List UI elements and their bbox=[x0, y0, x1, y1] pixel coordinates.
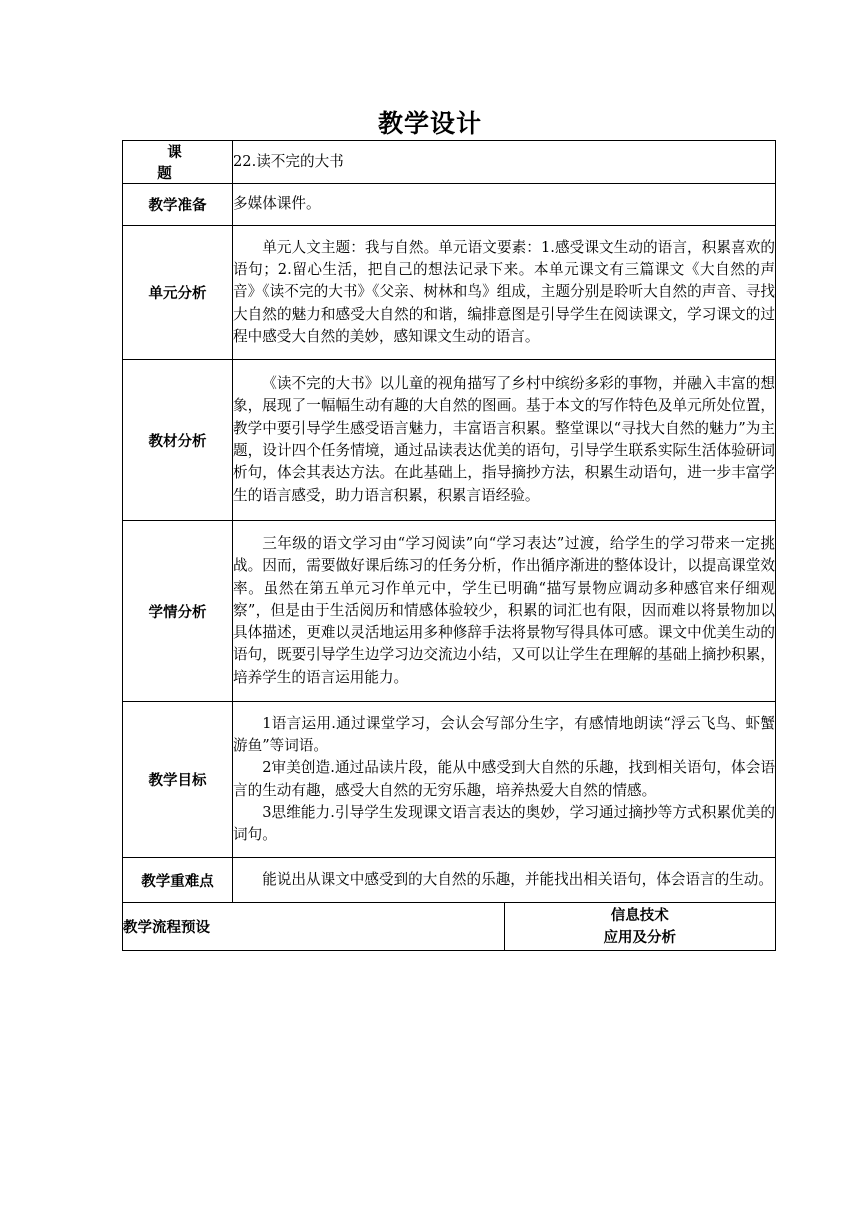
material-analysis-text: 《读不完的大书》以儿童的视角描写了乡村中缤纷多彩的事物，并融入丰富的想象，展现了一幅幅生动有趣的大自然的图画。基于本文的写作特色及单元所处位置，教学中要引导学生感受语言魅力，丰富语言积累。整堂课以“寻找大自然的魅力”为主题，设计四个任务情境，通过品读表达优美的语句，引导学生联系实际生活体验研词析句，体会其表达方法。在此基础上，指导摘抄方法，积累生动语句，进一步丰富学生的语言感受，助力语言积累，积累言语经验。 bbox=[233, 375, 775, 504]
table-row bbox=[123, 702, 776, 858]
student-analysis-text: 三年级的语文学习由“学习阅读”向“学习表达”过渡，给学生的学习带来一定挑战。因而，需要做好课后练习的任务分析，作出循序渐进的整体设计，以提高课堂效率。虽然在第五单元习作单元中，学生已明确“描写景物应调动多种感官来仔细观察”，但是由于生活阅历和情感体验较少，积累的词汇也有限，因而难以将景物加以具体描述，更难以灵活地运用多种修辞手法将景物写得具体可感。课文中优美生动的语句，既要引导学生边学习边交流边小结，又可以让学生在理解的基础上摘抄积累，培养学生的语言运用能力。 bbox=[233, 534, 775, 686]
info-tech-line2: 应用及分析 bbox=[603, 929, 676, 946]
flow-label: 教学流程预设 bbox=[123, 903, 505, 951]
student-analysis-cell bbox=[233, 521, 776, 702]
lesson-design-table bbox=[122, 140, 776, 951]
goal-item: 3思维能力.引导学生发现课文语言表达的奥妙，学习通过摘抄等方式积累优美的词句。 bbox=[233, 803, 775, 844]
topic-label: 课 题 bbox=[123, 141, 233, 184]
table-row bbox=[123, 521, 776, 702]
table-row bbox=[123, 903, 776, 951]
goals-label: 教学目标 bbox=[123, 702, 233, 858]
goals-cell bbox=[233, 702, 776, 858]
table-row bbox=[123, 858, 776, 903]
info-tech-label bbox=[504, 903, 776, 951]
prep-value: 多媒体课件。 bbox=[233, 184, 776, 226]
table-row bbox=[123, 184, 776, 226]
key-points-label: 教学重难点 bbox=[123, 858, 233, 903]
key-points-cell bbox=[233, 858, 776, 903]
table-row bbox=[123, 360, 776, 521]
info-tech-line1: 信息技术 bbox=[610, 907, 669, 924]
goal-item: 1语言运用.通过课堂学习，会认会写部分生字，有感情地朗读“浮云飞鸟、虾蟹游鱼”等词语。 bbox=[233, 714, 775, 754]
goal-item: 2审美创造.通过品读片段，能从中感受到大自然的乐趣，找到相关语句，体会语言的生动有趣，感受大自然的无穷乐趣，培养热爱大自然的情感。 bbox=[233, 759, 775, 799]
student-analysis-label: 学情分析 bbox=[123, 521, 233, 702]
unit-analysis-text: 单元人文主题：我与自然。单元语文要素：1.感受课文生动的语言，积累喜欢的语句；2.留心生活，把自己的想法记录下来。本单元课文有三篇课文《大自然的声音》《读不完的大书》《父亲、树林和鸟》组成，主题分别是聆听大自然的声音、寻找大自然的魅力和感受大自然的和谐，编排意图是引导学生在阅读课文，学习课文的过程中感受大自然的美妙，感知课文生动的语言。 bbox=[233, 238, 775, 345]
material-analysis-cell bbox=[233, 360, 776, 521]
unit-analysis-label: 单元分析 bbox=[123, 226, 233, 360]
material-analysis-label: 教材分析 bbox=[123, 360, 233, 521]
prep-label: 教学准备 bbox=[123, 184, 233, 226]
page-title: 教学设计 bbox=[377, 109, 482, 138]
unit-analysis-cell bbox=[233, 226, 776, 360]
table-row bbox=[123, 141, 776, 184]
table-row bbox=[123, 226, 776, 360]
topic-value: 22.读不完的大书 bbox=[233, 141, 776, 184]
key-points-text: 能说出从课文中感受到的大自然的乐趣，并能找出相关语句，体会语言的生动。 bbox=[262, 870, 773, 888]
